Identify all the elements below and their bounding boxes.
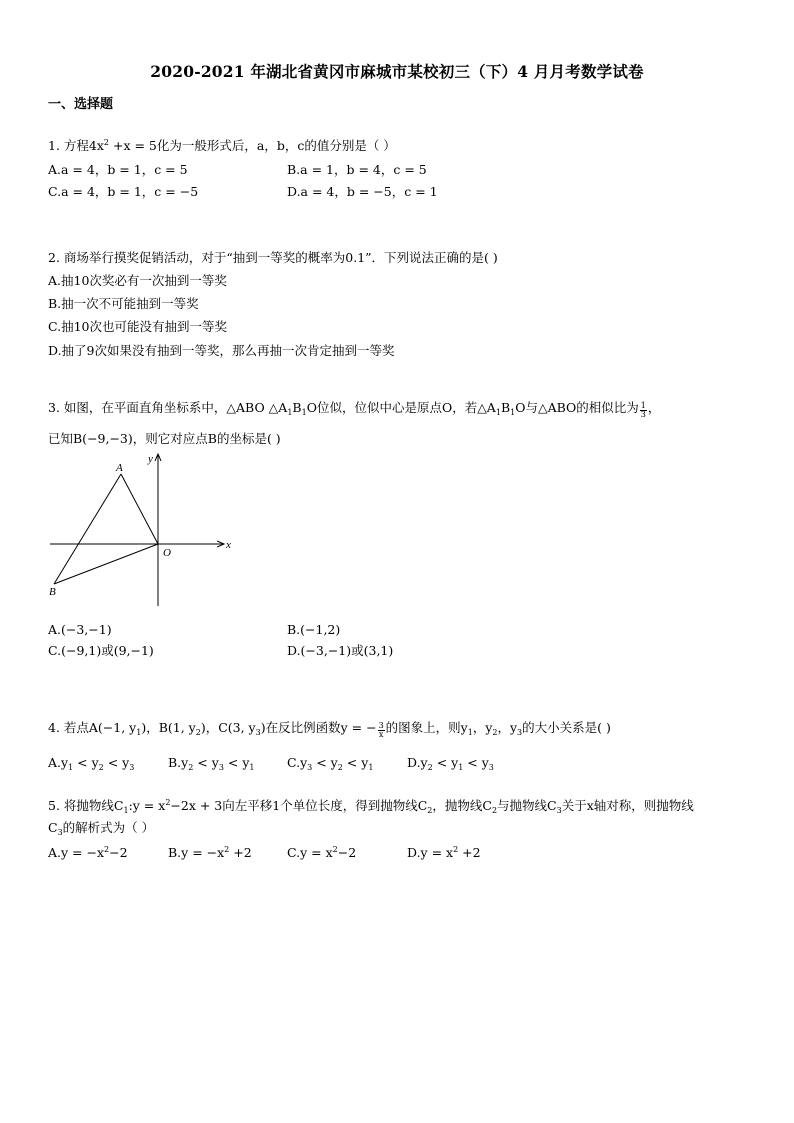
- point-b-label: B: [49, 586, 56, 598]
- q3-stem-line2: 已知B(−9,−3)，则它对应点B的坐标是( ): [48, 431, 281, 446]
- q5-stem-line1: 5. 将抛物线$C_1:y = x^2-2x + 3$向左平移1个单位长度，得到抛物线$C_2$，抛物线$C_2$与抛物线$C_3$关于x轴对称，则抛物线: [48, 798, 694, 815]
- q4-option-a: $A.y_1 < y_2 < y_3$: [48, 755, 135, 772]
- x-axis-label: x: [226, 539, 231, 551]
- q5-option-c: $C.y = x^2-2$: [287, 845, 357, 860]
- q1-option-b: B.a = 1，b = 4，c = 5: [287, 162, 427, 177]
- q2-stem: 2. 商场举行摸奖促销活动，对于“抽到一等奖的概率为0.1”．下列说法正确的是( ): [48, 250, 498, 265]
- q3-option-d: D.(−3,−1)或(3,1): [287, 643, 394, 658]
- q4-function-fraction: $\frac{3}{x}$: [378, 721, 384, 739]
- point-a-label: A: [116, 462, 123, 474]
- q3-option-b: B.(−1,2): [287, 622, 341, 637]
- q3-option-a: A.(−3,−1): [48, 622, 112, 637]
- q1-stem: 1. 方程$4x^2 +x = 5$化为一般形式后，a，b，c的值分别是（ ）: [48, 138, 396, 153]
- q5-stem-line2: $C_3$的解析式为（ ）: [48, 820, 155, 837]
- segment-ab: [54, 474, 121, 584]
- q4-option-d: $D.y_2 < y_1 < y_3$: [407, 755, 494, 772]
- exam-title: 2020-2021 年湖北省黄冈市麻城市某校初三（下）4 月月考数学试卷: [150, 62, 644, 81]
- q2-option-c: C.抽10次也可能没有抽到一等奖: [48, 319, 227, 334]
- q4-option-c: $C.y_3 < y_2 < y_1$: [287, 755, 374, 772]
- y-axis-label: y: [148, 453, 153, 465]
- origin-label: O: [163, 547, 171, 559]
- q3-ratio-fraction: $\frac{1}{3}$: [640, 401, 646, 419]
- q1-option-a: A.a = 4，b = 1，c = 5: [48, 162, 188, 177]
- q5-option-d: $D.y = x^2 +2$: [407, 845, 481, 860]
- q4-option-b: $B.y_2 < y_3 < y_1$: [168, 755, 255, 772]
- q2-option-b: B.抽一次不可能抽到一等奖: [48, 296, 199, 311]
- q1-option-d: D.a = 4，b = −5，c = 1: [287, 184, 438, 199]
- q3-option-c: C.(−9,1)或(9,−1): [48, 643, 154, 658]
- segment-bo: [54, 544, 158, 584]
- q2-option-a: A.抽10次奖必有一次抽到一等奖: [48, 273, 227, 288]
- q3-stem-line1: 3. 如图，在平面直角坐标系中，△ABO $\triangle A_1B_1O$位似，位似中心是原点O，若$\triangle A_1B_1O$与△ABO的相似比为 $\frac{1}{3}$ ，: [48, 400, 661, 419]
- q1-option-c: C.a = 4，b = 1，c = −5: [48, 184, 199, 199]
- q2-option-d: D.抽了9次如果没有抽到一等奖，那么再抽一次肯定抽到一等奖: [48, 343, 395, 358]
- q3-coordinate-figure: [44, 448, 244, 613]
- section-heading: 一、选择题: [48, 97, 114, 112]
- q5-option-b: $B.y = -x^2 +2$: [168, 845, 252, 860]
- q4-stem: 4. 若点A(−1, $y_1$)，B(1, $y_2$)，C(3, $y_3$)在反比例函数y = − $\frac{3}{x}$ 的图象上，则$y_1$，$y_2$，$y_3$的大小关系是( ): [48, 720, 611, 739]
- q5-option-a: $A.y = -x^2-2$: [48, 845, 128, 860]
- segment-ao: [121, 474, 158, 544]
